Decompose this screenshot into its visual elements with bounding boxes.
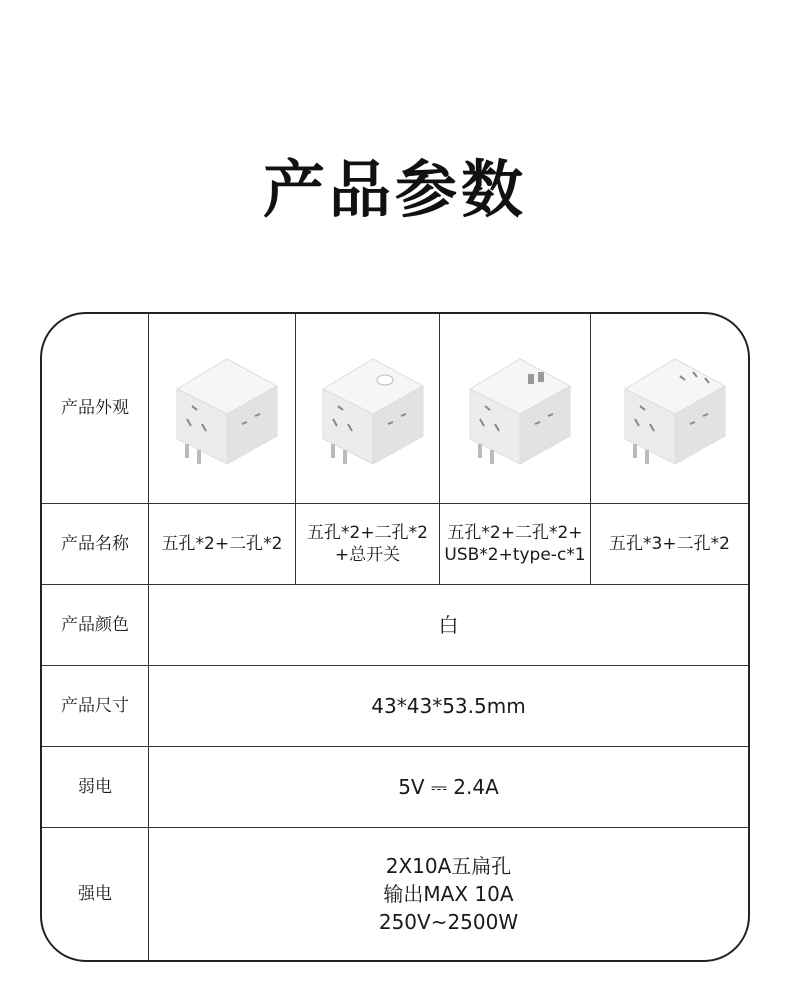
row-label-name: 产品名称: [42, 504, 149, 585]
product-name-3: 五孔*2+二孔*2+ USB*2+type-c*1: [440, 504, 591, 585]
product-name-4: 五孔*3+二孔*2: [591, 504, 748, 585]
page-title: 产品参数: [262, 153, 527, 226]
weak-value: 5V ⎓ 2.4A: [149, 747, 748, 828]
product-name-1: 五孔*2+二孔*2: [149, 504, 296, 585]
row-label-color: 产品颜色: [42, 585, 149, 666]
product-image-4: [591, 314, 748, 504]
row-label-size: 产品尺寸: [42, 666, 149, 747]
product-image-3: [440, 314, 591, 504]
strong-line-3: 250V~2500W: [378, 910, 519, 934]
product-image-2: [296, 314, 440, 504]
color-value: 白: [149, 585, 748, 666]
size-value: 43*43*53.5mm: [149, 666, 748, 747]
row-label-weak: 弱电: [42, 747, 149, 828]
strong-line-2: 输出MAX 10A: [383, 882, 514, 906]
strong-line-1: 2X10A五扁孔: [385, 854, 512, 878]
strong-value: [149, 828, 748, 960]
product-name-2: 五孔*2+二孔*2 +总开关: [296, 504, 440, 585]
spec-table: [40, 312, 750, 962]
row-label-strong: 强电: [42, 828, 149, 960]
product-image-1: [149, 314, 296, 504]
row-label-appearance: 产品外观: [42, 314, 149, 504]
